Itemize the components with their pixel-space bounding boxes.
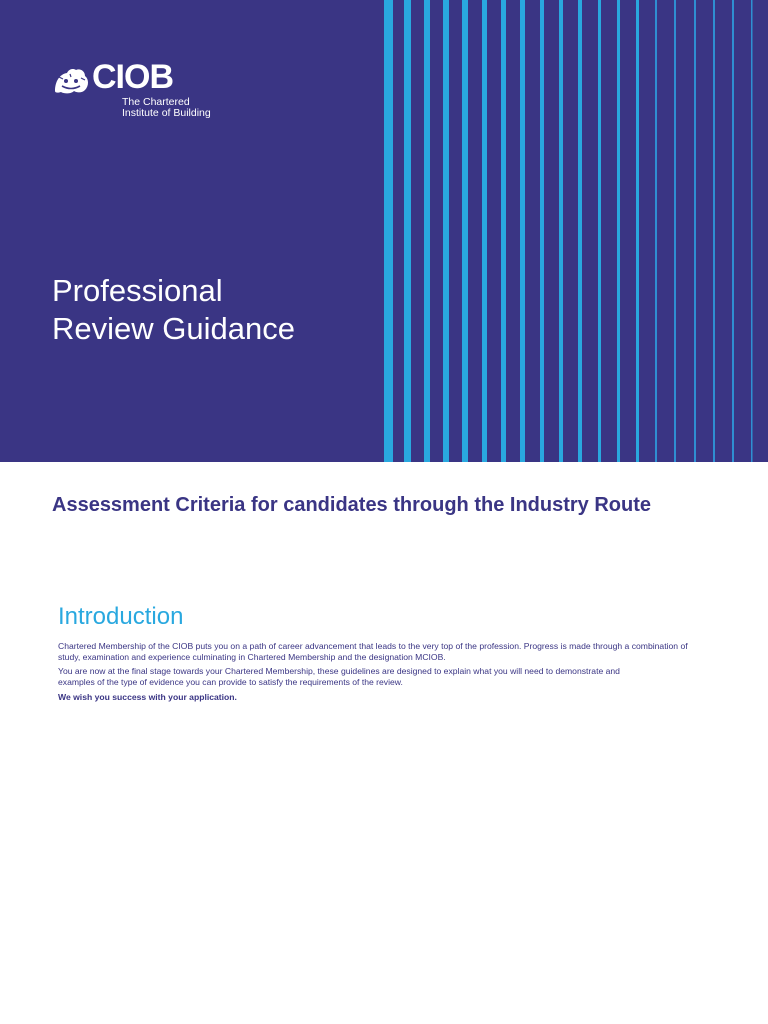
intro-paragraph-2-line-2: examples of the type of evidence you can provide to satisfy the requirements of the review. <box>58 677 403 687</box>
hero-banner <box>0 0 768 462</box>
logo-tagline <box>122 97 262 119</box>
intro-paragraph-2-line-1: You are now at the final stage towards your Chartered Membership, these guidelines are designed to explain what you will need to demonstrate and <box>58 666 620 676</box>
document-subtitle: Assessment Criteria for candidates through the Industry Route <box>52 494 651 516</box>
stripe <box>617 0 620 462</box>
introduction-heading: Introduction <box>58 603 184 630</box>
page-title <box>52 272 295 348</box>
stripe <box>694 0 696 462</box>
stripe <box>655 0 657 462</box>
page-title-line2: Review Guidance <box>52 311 295 346</box>
stripe <box>501 0 506 462</box>
intro-paragraph-1-line-1: Chartered Membership of the CIOB puts you on a path of career advancement that leads to the very top of the profession. Progress is made through a combination of <box>58 641 688 651</box>
stripe <box>443 0 449 462</box>
introduction-body <box>58 641 728 703</box>
stripe <box>559 0 563 462</box>
stripe <box>578 0 582 462</box>
stripe <box>482 0 487 462</box>
logo-tagline-line2: Institute of Building <box>122 107 211 119</box>
logo-tagline-line1: The Chartered <box>122 96 190 108</box>
stripe <box>636 0 639 462</box>
stripe <box>540 0 544 462</box>
page-title-line1: Professional <box>52 273 223 308</box>
stripe <box>384 0 393 462</box>
stripe <box>674 0 676 462</box>
stripe <box>462 0 468 462</box>
logo-wordmark: CIOB <box>92 58 173 96</box>
lion-crest-icon <box>52 65 90 95</box>
ciob-logo <box>52 58 232 119</box>
stripe <box>598 0 601 462</box>
stripe <box>424 0 430 462</box>
stripe <box>732 0 734 462</box>
intro-paragraph-1-line-2: study, examination and experience culminating in Chartered Membership and the designation MCIOB. <box>58 652 446 662</box>
stripe <box>713 0 715 462</box>
stripe <box>751 0 753 462</box>
stripe <box>520 0 525 462</box>
intro-closing: We wish you success with your application. <box>58 692 237 702</box>
stripe <box>404 0 411 462</box>
